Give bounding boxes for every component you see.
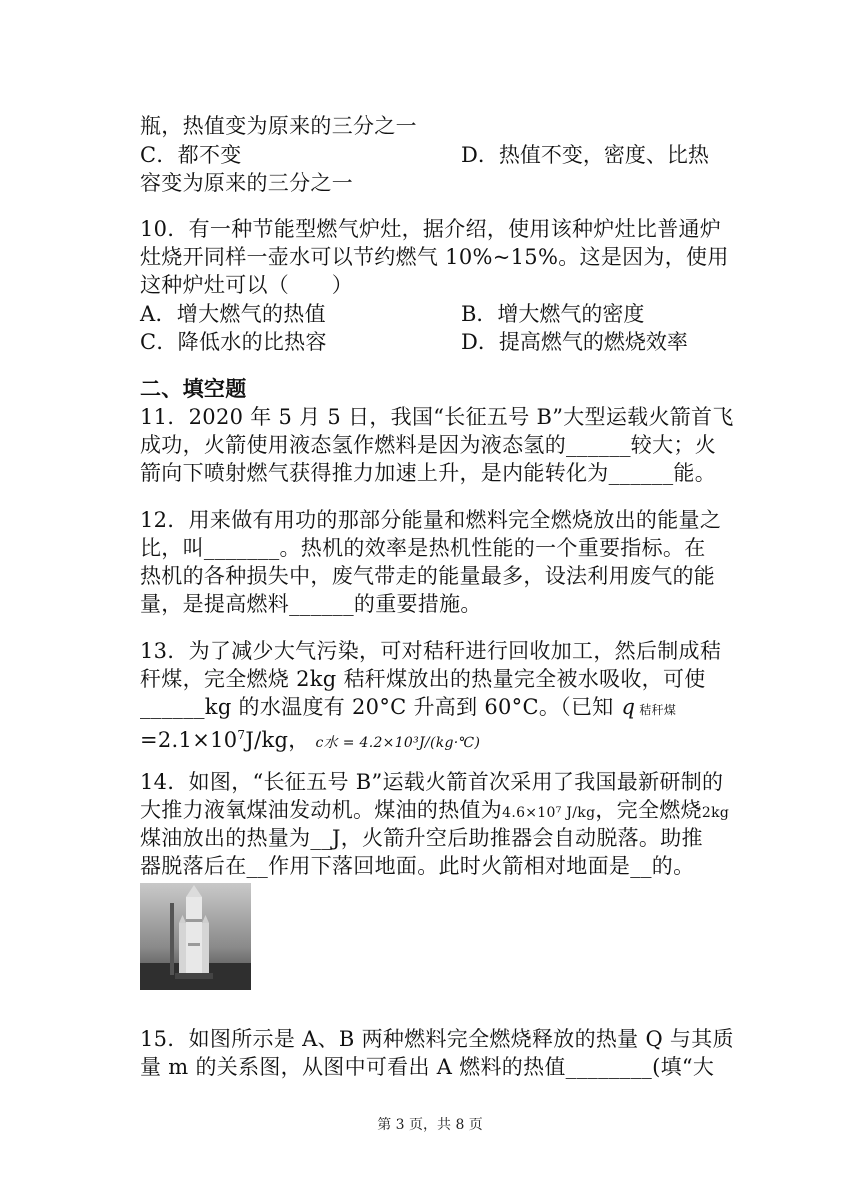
q14-line3: 煤油放出的热量为__J，火箭升空后助推器会自动脱落。助推 bbox=[140, 826, 703, 850]
q9-continuation: 瓶，热值变为原来的三分之一 bbox=[140, 114, 417, 138]
q13-unit: J/kg， bbox=[245, 728, 310, 752]
q12-line4: 量，是提高燃料______的重要措施。 bbox=[140, 592, 482, 616]
specific-heat-formula: c水 = 4.2×10³J/(kg·℃) bbox=[315, 735, 481, 751]
q13-line1: 13．为了减少大气污染，可对秸秆进行回收加工，然后制成秸 bbox=[140, 639, 722, 663]
q11-line2: 成功，火箭使用液态氢作燃料是因为液态氢的______较大；火 bbox=[140, 433, 716, 457]
q-subscript: 秸秆煤 bbox=[639, 703, 677, 717]
q10-option-a: A．增大燃气的热值 bbox=[140, 302, 326, 326]
q14-line2-text-b: ，完全燃烧 bbox=[595, 798, 702, 822]
q10-line2: 灶烧开同样一壶水可以节约燃气 10%~15%。这是因为，使用 bbox=[140, 245, 729, 269]
q12-line3: 热机的各种损失中，废气带走的能量最多，设法利用废气的能 bbox=[140, 564, 716, 588]
q9-option-d: D．热值不变，密度、比热 bbox=[461, 143, 709, 167]
q12-line2: 比，叫_______。热机的效率是热机性能的一个重要指标。在 bbox=[140, 536, 706, 560]
heat-value-formula: 4.6×10⁷ J/kg bbox=[502, 805, 596, 821]
q14-line2-text: 大推力液氧煤油发动机。煤油的热值为 bbox=[140, 798, 503, 822]
q13-line2: 秆煤，完全燃烧 2kg 秸秆煤放出的热量完全被水吸收，可使 bbox=[140, 667, 706, 691]
q9-option-d-cont: 容变为原来的三分之一 bbox=[140, 171, 353, 195]
q14-line1: 14．如图，“长征五号 B”运载火箭首次采用了我国最新研制的 bbox=[140, 770, 724, 794]
q11-line1: 11．2020 年 5 月 5 日，我国“长征五号 B”大型运载火箭首飞 bbox=[140, 405, 734, 429]
q13-line4 bbox=[140, 721, 480, 757]
rocket-photo bbox=[140, 883, 251, 990]
q13-line3-text: ______kg 的水温度有 20°C 升高到 60°C。（已知 bbox=[140, 695, 614, 719]
q10-option-b: B．增大燃气的密度 bbox=[461, 302, 645, 326]
q15-line2: 量 m 的关系图，从图中可看出 A 燃料的热值________(填“大 bbox=[140, 1055, 715, 1079]
q9-option-c: C．都不变 bbox=[140, 143, 242, 167]
page-footer: 第 3 页，共 8 页 bbox=[377, 1117, 483, 1133]
rocket-illustration bbox=[140, 883, 251, 990]
q10-option-c: C．降低水的比热容 bbox=[140, 330, 327, 354]
q10-option-d: D．提高燃气的燃烧效率 bbox=[461, 330, 688, 354]
q13-exponent: 7 bbox=[237, 728, 246, 742]
q-symbol: q bbox=[621, 695, 636, 719]
q15-line1: 15．如图所示是 A、B 两种燃料完全燃烧释放的热量 Q 与其质 bbox=[140, 1027, 734, 1051]
mass-formula: 2kg bbox=[701, 805, 730, 821]
q10-line3: 这种炉灶可以（ ） bbox=[140, 273, 353, 297]
q10-line1: 10．有一种节能型燃气炉灶，据介绍，使用该种炉灶比普通炉 bbox=[140, 217, 722, 241]
q11-line3: 箭向下喷射燃气获得推力加速上升，是内能转化为______能。 bbox=[140, 461, 716, 485]
section-title: 二、填空题 bbox=[140, 376, 247, 401]
q13-line3 bbox=[140, 693, 676, 724]
q14-line4: 器脱落后在__作用下落回地面。此时火箭相对地面是__的。 bbox=[140, 854, 695, 878]
q14-line2 bbox=[140, 796, 729, 827]
q13-value: =2.1×10 bbox=[140, 728, 238, 752]
q12-line1: 12．用来做有用功的那部分能量和燃料完全燃烧放出的能量之 bbox=[140, 508, 722, 532]
